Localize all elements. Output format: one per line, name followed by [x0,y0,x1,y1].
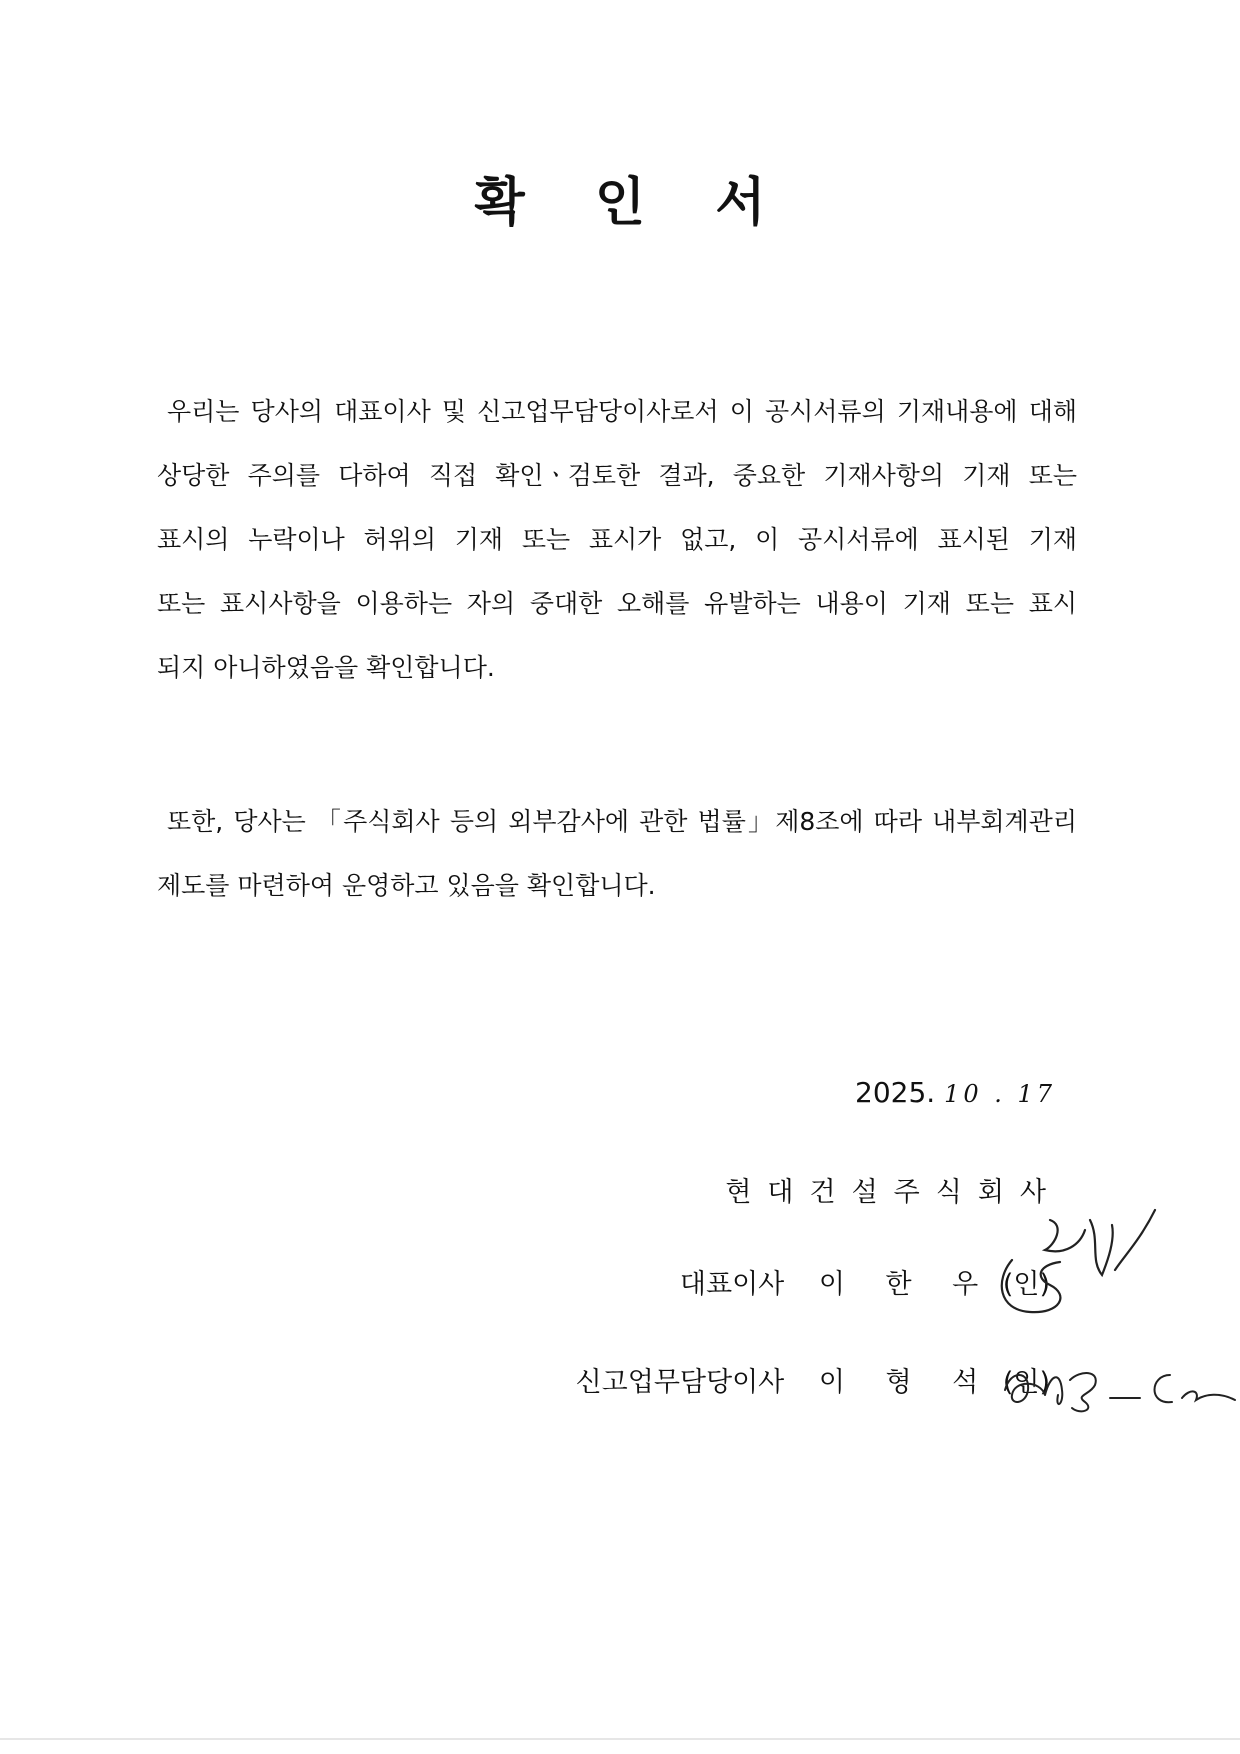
company-name: 현대건설주식회사 [725,1177,1062,1208]
signer-role: 신고업무담당이사 [575,1367,785,1398]
seal-mark: (인) [1002,1367,1050,1398]
cfo-signature-line [576,1360,1050,1399]
paragraph-line: 상당한 주의를 다하여 직접 확인ㆍ검토한 결과, 중요한 기재사항의 기재 또는 [157,461,1077,490]
paragraph-line: 또한, 당사는 「주식회사 등의 외부감사에 관한 법률」제8조에 따라 내부회계관리 [167,807,1077,836]
signer-name: 이 한 우 [818,1269,995,1300]
paragraph-line: 표시의 누락이나 허위의 기재 또는 표시가 없고, 이 공시서류에 표시된 기재 [157,525,1077,554]
signer-role: 대표이사 [679,1269,785,1300]
paragraph-line: 또는 표시사항을 이용하는 자의 중대한 오해를 유발하는 내용이 기재 또는 표시 [157,589,1077,618]
date-printed: 2025. [855,1076,936,1109]
date-handwritten: 10 . 17 [944,1080,1057,1108]
paragraph-line: 우리는 당사의 대표이사 및 신고업무담당이사로서 이 공시서류의 기재내용에 대해 [167,397,1077,426]
ceo-signature-line [680,1262,1050,1301]
internal-control-paragraph [157,790,1077,918]
document-date [855,1076,1056,1109]
document-title: 확 인 서 [474,173,792,233]
paragraph-line: 제도를 마련하여 운영하고 있음을 확인합니다. [157,871,656,900]
confirmation-paragraph [157,380,1077,700]
signer-name: 이 형 석 [818,1367,995,1398]
seal-mark: (인) [1002,1269,1050,1300]
scan-edge [0,1738,1240,1740]
paragraph-line: 되지 아니하였음을 확인합니다. [157,653,495,682]
